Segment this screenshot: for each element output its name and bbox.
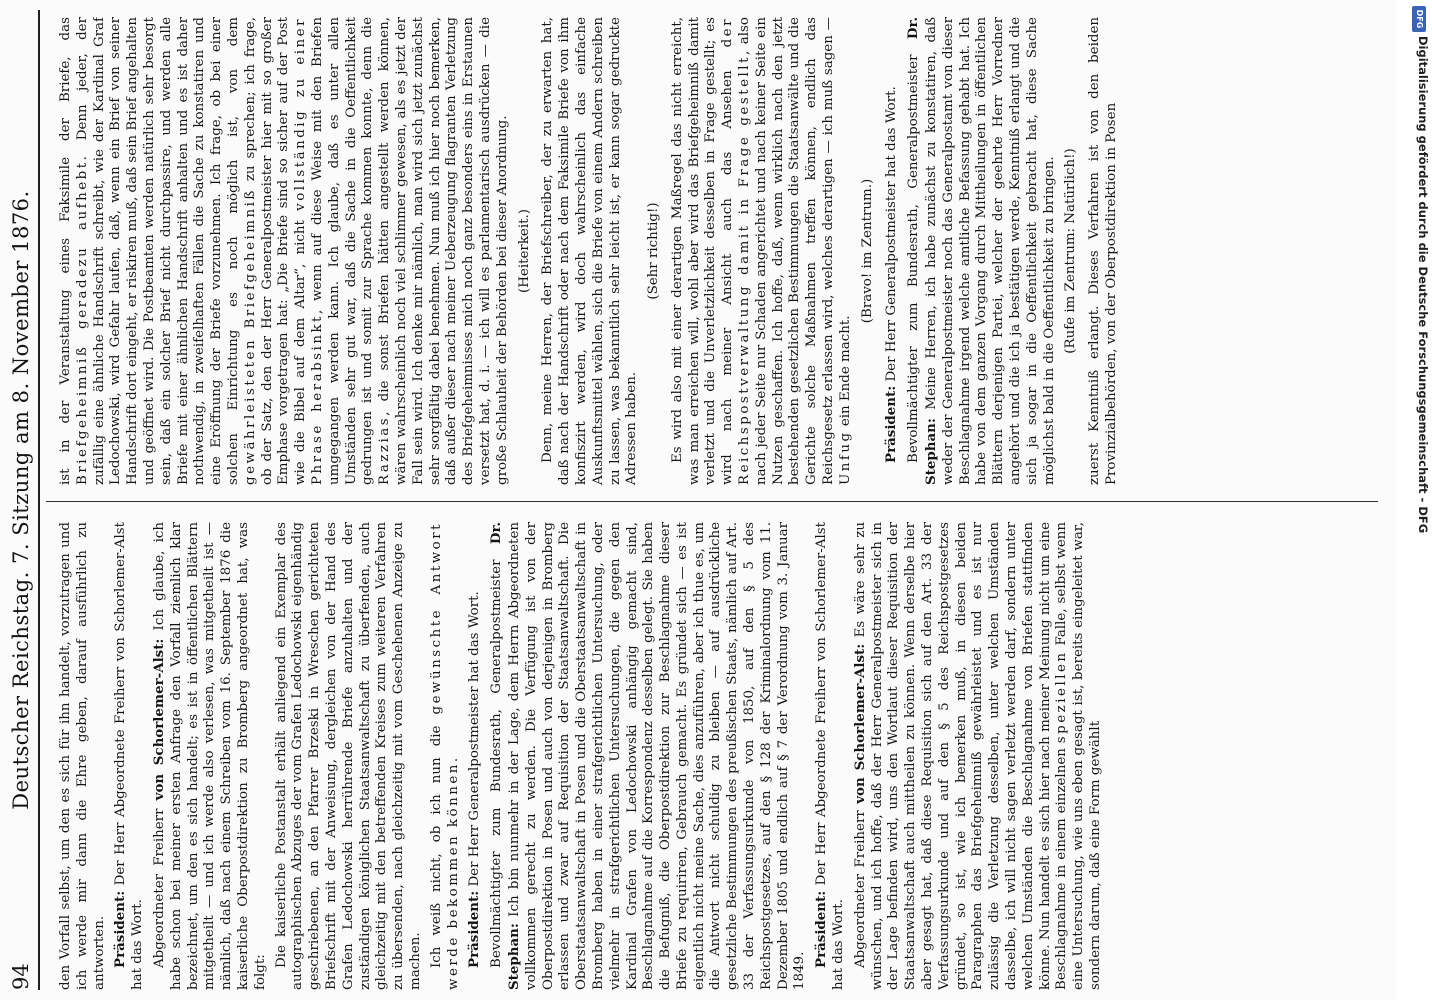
- speaker-name: Dr. Stephan:: [905, 17, 940, 485]
- speech-text: , also nach jeder Seite nur Schaden angerichtet und nach keiner Seite ein Nutzen geschaffen. Ich hoffe, daß, wenn wirklich nach den jetzt bestehenden gesetzlichen Bestimmungen die Staatsanwälte und die Gerichte solche Maßnahmen treffen können, endlich das Reichsgesetz erlassen wird, welches derartigen — ich muß sagen —: [737, 17, 837, 485]
- column-divider: [46, 501, 1378, 502]
- speech-text: Meine Herren, ich habe zunächst zu konstatiren, daß weder der Generalpostmeister noch das Generalpostamt von dieser Beschlagnahme irgend welche amtliche Befassung gehabt hat. Ich habe von dem ganzen Vorgang durch Mittheilungen in öffentlichen Blättern derjenigen Partei, welcher der geehrte Herr Vorredner angehört und die ich ja bestätigen werde, Kenntniß erlangt und die sich ja sogar in die Oeffentlichkeit gebracht hat, diese Sache möglichst bald in die Oeffentlichkeit zu bringen.: [924, 17, 1057, 485]
- page-number: 94: [9, 963, 33, 990]
- speech-text: Der Herr Abgeordnete Freiherr von Schorlemer-Alst hat das Wort.: [113, 522, 146, 990]
- speech-text: Der Herr Generalpostmeister hat das Wort.: [467, 591, 483, 891]
- speaker-name: Präsident:: [883, 385, 900, 463]
- paragraph: [670, 17, 855, 485]
- speaker-name: Präsident:: [813, 890, 830, 968]
- speech-text: Ich bin nunmehr in der Lage, dem Herrn Abgeordneten vollkommen gerecht zu werden. Die Verfügung ist von der Oberpostdirektion in Posen und auch von derjenigen in Bromberg erlassen und zwar auf Requisition der Staatsanwaltschaft. Die Oberstaatsanwaltschaft in Posen und die Oberstaatsanwaltschaft in Bromberg haben in einer strafgerichtlichen Untersuchung, oder vielmehr in strafgerichtlichen Untersuchungen, die gegen den Kardinal Grafen von Ledochowski anhängig gemacht sind, Beschlagnahme auf die Korrespondenz desselben gelegt. Sie haben die Befugniß, die Oberpostdirektion zur Beschlagnahme dieser Briefe zu requiriren, Gebrauch gemacht. Es gründet sich — es ist eigentlich nicht meine Sache, dies anzuführen, aber ich thue es, um die Antwort nicht schuldig zu bleiben — auf ausdrückliche gesetzliche Bestimmungen des preußischen Staats, nämlich auf Art. 33 der Verfassungsurkunde von 1850, auf den § 5 des Reichspostgesetzes, auf den § 128 der Kriminalordnung vom 11. Dezember 1805 und endlich auf § 7 der Verordnung vom 3. Januar 1849.: [506, 522, 808, 990]
- speech-text: , wenn auf diese Weise mit den Briefen umgegangen werden kann. Ich glaube, daß es unter allen Umständen sehr gut war, daß die Sache in die Oeffentlichkeit gedrungen ist und somit zur Sprache kommen konnte, denn die: [309, 17, 376, 485]
- left-column: [58, 522, 1378, 990]
- speaker-name: Dr. Stephan:: [488, 522, 522, 990]
- digitization-note: Digitalisierung gefördert durch die Deutsche Forschungsgemeinschaft - DFG: [1416, 36, 1430, 534]
- paragraph: [852, 522, 1105, 990]
- interjection: (Bravo! im Zentrum.): [859, 178, 875, 324]
- paragraph: Denn, meine Herren, der Briefschreiber, der zu erwarten hat, daß nach der Handschrift oder nach dem Faksimile Briefe von ihm konfiszirt werden, wird doch wahrscheinlich das einfache Auskunftsmittel wählen, sich die Briefe von einem Andern schreiben zu lassen, was bekanntlich sehr leicht ist, er kann sogar gedruckte Adressen haben.: [540, 17, 640, 485]
- speaker-intro: Abgeordneter Freiherr: [852, 803, 868, 968]
- emphasis-text: Razzias: [377, 415, 393, 485]
- emphasis-text: gewährleisteten Briefgeheimniß: [242, 188, 258, 485]
- speech-text: Der Herr Generalpostmeister hat das Wort.: [884, 86, 900, 386]
- speech-text: Ich glaube, ich habe schon bei meiner ersten Anfrage den Vorfall ziemlich klar bezeichnet, um den es sich handelt; es ist in öffentlichen Blättern mitgetheilt — und ich werde also verlesen, was mitgetheilt ist — nämlich, daß nach einem Schreiben vom 16. September 1876 die kaiserliche Oberpostdirektion zu Bromberg angeordnet hat, was folgt:: [151, 522, 268, 990]
- speech-text: Denn jeder, der zufällig eine ähnliche Handschrift schreibt, wie der Kardinal Graf Ledochowski, wird Gefahr laufen, daß, wenn ein Brief von seiner Handschrift dort eingeht, er riskiren muß, daß sein Brief angehalten und geöffnet wird. Die Postbeamten werden natürlich sehr besorgt sein, daß ein solcher Brief nicht durchpassire, und werden alle Briefe mit einer ähnlichen Handschrift anhalten und es ist daher nothwendig, in zweifelhaften Fällen die Sache zu konstatiren und eine Eröffnung der Briefe vorzunehmen. Ich frage, ob bei einer solchen Einrichtung es noch möglich ist, von dem: [74, 17, 241, 485]
- paragraph: [112, 522, 147, 990]
- emphasis-text: der Reichspostverwaltung damit in Frage gestellt: [720, 17, 753, 485]
- speaker-intro: Bevollmächtigter zum Bundesrath, Generalpostmeister: [906, 39, 922, 463]
- speech-text: Der Herr Abgeordnete Freiherr von Schorlemer-Alst hat das Wort.: [814, 522, 847, 990]
- speaker-intro: Bevollmächtigter zum Bundesrath, Generalpostmeister: [489, 544, 505, 968]
- paragraph: [151, 522, 270, 990]
- paragraph: [905, 17, 1058, 485]
- speaker-name: Präsident:: [466, 890, 483, 968]
- right-column: [58, 17, 1378, 485]
- paragraph: den Vorfall selbst, um den es sich für ihn handelt, vorzutragen und ich werde mir dann die Ehre geben, darauf ausführlich zu antworten.: [58, 522, 107, 990]
- speech-text: Es wäre sehr zu wünschen, und ich hoffe, daß der Herr Generalpostmeister sich in der Lage befinden wird, uns den Wortlaut dieser Requisition der Staatsanwaltschaft auch mittheilen zu können. Wenn derselbe hier aber gesagt hat, daß diese Requisition sich auf den Art. 33 der Verfassungsurkunde und auf den § 5 des Reichspostgesetzes gründet, so ist, wie ich bemerken muß, in diesen beiden Paragraphen das Briefgeheimniß gewährleistet und es ist nur zulässig die Verletzung desselben, unter welchen Umständen dasselbe, ich will nicht sagen verletzt werden darf, sondern unter welchen Umständen die Beschlagnahme von Briefen stattfinden könne. Nun handelt es sich hier nach meiner Meinung nicht um eine Beschlagnahme in einem einzelnen: [852, 522, 1070, 990]
- dfg-logo: [1412, 6, 1426, 32]
- paragraph: [466, 522, 484, 990]
- paragraph: [488, 522, 809, 990]
- running-title: Deutscher Reichstag. 7. Sitzung am 8. November 1876.: [9, 190, 33, 810]
- paragraph: zuerst Kenntniß erlangt. Dieses Verfahren ist von den beiden Provinzialbehörden, von der Oberpostdirektion in Posen: [1087, 17, 1120, 485]
- paragraph: [58, 17, 512, 485]
- interjection: (Heiterkeit.): [516, 209, 532, 293]
- paragraph: [883, 17, 901, 485]
- speaker-name: Präsident:: [112, 890, 129, 968]
- speaker-intro: Abgeordneter Freiherr: [151, 800, 167, 968]
- quoted-order: Die kaiserliche Postanstalt erhält anliegend ein Exemplar des autographischen Abzuges der vom Grafen Ledochowski eigenhändig geschriebenen, an den Pfarrer Brzeski in Wreschen gerichteten Briefschrift mit der Anweisung, dergleichen von der Hand des Grafen Ledochowski herrührende Briefe anzuhalten und der zuständigen königlichen Staatsanwaltschaft zu überfenden, auch gleichzeitig mit den betreffenden Kreises zum weiteren Verfahren zu übersenden, nach gleichzeitig mit vom Geschehenen Anzeige zu machen.: [273, 522, 423, 990]
- interjection: (Sehr richtig!): [646, 202, 662, 300]
- speech-text: , die sonst Briefen hätten angestellt werden können, wären wahrscheinlich noch viel schlimmer gewesen, als es jetzt der Fall sein wird. Ich denke mir nämlich, man wird sich jetzt zunächst sehr sorgfältig dabei benehmen. Nun muß ich hier noch bemerken, daß außer dieser nach meiner Ueberzeugung flagranten Verletzung des Briefgeheimnisses mich noch ganz besonders eins in Erstaunen versetzt hat, d. i. — ich will es parlamentarisch ausdrücken — die große Schlauheit der Behörden bei dieser Anordnung.: [377, 17, 510, 485]
- paragraph: [429, 522, 463, 990]
- speech-text: Falle, selbst wenn eine Untersuchung, wie uns eben gesagt ist, bereits eingeleitet war, sondern darum, daß eine Form gewählt: [1054, 522, 1104, 990]
- speech-text: Ich weiß nicht, ob ich nun die: [428, 714, 444, 968]
- emphasis-text: Briefgeheimniß geradezu aufhebt.: [74, 153, 90, 485]
- speech-text: Es wird also mit einer derartigen Maßregel das nicht erreicht, was man erreichen will, wohl aber wird das Briefgeheimniß damit verletzt und die Unverletzlichkeit desselben in Frage gestellt; es wird nach meiner Ansicht auch das Ansehen: [669, 17, 736, 485]
- speech-text: ein Ende macht.: [837, 315, 853, 431]
- speaker-name: von Schorlemer-Alst:: [150, 638, 167, 801]
- emphasis-text: gewünschte Antwort werde bekommen können.: [428, 522, 461, 990]
- interjection: (Rufe im Zentrum: Natürlich!): [1063, 148, 1079, 354]
- emphasis-text: vollständig zu einer Phrase herabsinkt: [293, 17, 325, 485]
- dfg-logo-text: DFG: [1415, 9, 1424, 29]
- speech-text: ist in der Veranstaltung eines Faksimile der Briefe, das: [58, 17, 73, 485]
- paragraph: [813, 522, 848, 990]
- emphasis-text: speziellen: [1054, 650, 1070, 744]
- emphasis-text: Unfug: [837, 430, 853, 485]
- speaker-name: von Schorlemer-Alst:: [851, 643, 868, 804]
- speech-text: zu sprechen; ich frage, ob der Satz, den der Herr Generalpostmeister hier mit so großer Emphase vorgetragen hat: „Die Briefe sind so sicher auf der Post wie die Bibel auf dem Altar“, nicht: [242, 17, 309, 485]
- running-header: [4, 10, 40, 990]
